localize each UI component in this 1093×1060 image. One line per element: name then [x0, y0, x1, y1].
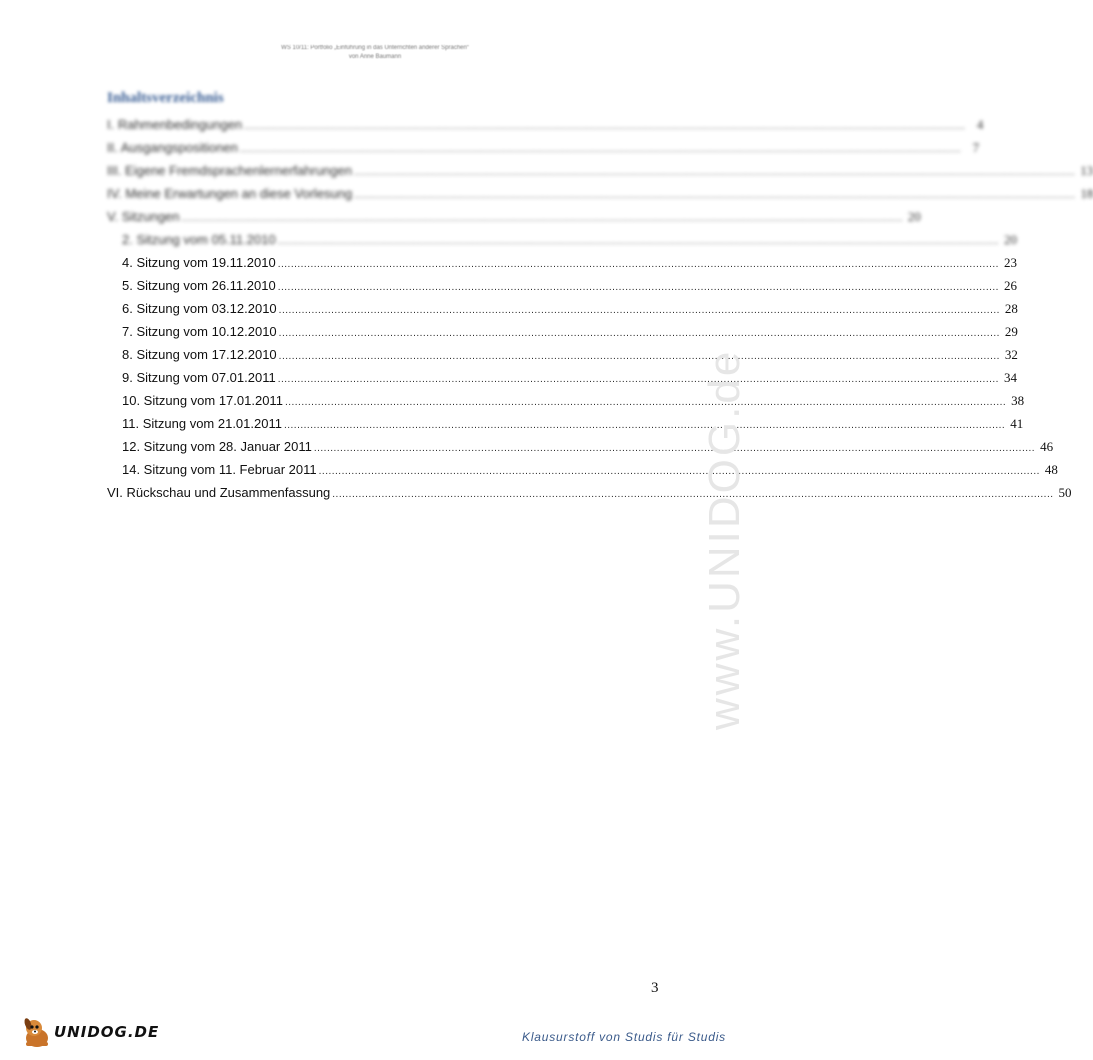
toc-leader-dots: ............................................................................................................................................................................................................................: [332, 489, 1054, 500]
toc-entry-label: IV. Meine Erwartungen an diese Vorlesung: [107, 186, 353, 201]
toc-leader-dots: ............................................................................................................................................................................................................................: [284, 397, 1007, 408]
toc-leader-dots: ............................................................................................................................................................................................................................: [313, 443, 1036, 454]
toc-entry-label: II. Ausgangspositionen: [107, 140, 238, 155]
toc-entry[interactable]: [122, 297, 1018, 320]
toc-entry-page: 20: [907, 209, 921, 224]
toc-entry[interactable]: [122, 343, 1018, 366]
toc-leader-dots: ............................................................................................................................................................................................................................: [277, 282, 999, 293]
toc-entry-label: V. Sitzungen: [107, 209, 180, 224]
toc-entry[interactable]: [122, 366, 1017, 389]
page-number: 3: [651, 980, 659, 996]
toc-entry-label: 2. Sitzung vom 05.11.2010: [122, 232, 276, 247]
toc-entry[interactable]: [107, 182, 1093, 205]
toc-entry-label: 11. Sitzung vom 21.01.2011: [122, 416, 282, 431]
toc-leader-dots: ............................................................................................................................................................................................................................: [278, 328, 1000, 339]
toc-title: Inhaltsverzeichnis: [107, 90, 224, 106]
toc-entry-page: 23: [1003, 255, 1017, 270]
toc-entry-page: 26: [1003, 278, 1017, 293]
toc-entry-page: 20: [1003, 232, 1017, 247]
toc-entry-label: VI. Rückschau und Zusammenfassung: [107, 485, 331, 500]
header-line-2: von Anne Baumann: [348, 54, 402, 60]
toc-entry[interactable]: [107, 113, 984, 136]
toc-entry[interactable]: [122, 435, 1054, 458]
toc-entry[interactable]: [122, 274, 1017, 297]
toc-leader-dots: ............................................................................................................................................................................................................................: [354, 190, 1076, 201]
toc-entry[interactable]: [122, 412, 1024, 435]
toc-leader-dots: ............................................................................................................................................................................................................................: [278, 305, 1000, 316]
toc-entry[interactable]: [122, 228, 1017, 251]
toc-entry-page: 18: [1080, 186, 1093, 201]
toc-leader-dots: ............................................................................................................................................................................................................................: [277, 259, 999, 270]
toc-entry-page: 28: [1004, 301, 1018, 316]
watermark: www.UNIDOG.de: [700, 348, 749, 730]
toc-entry[interactable]: [122, 389, 1025, 412]
toc-entry[interactable]: [122, 458, 1058, 481]
toc-entry-page: 34: [1003, 370, 1017, 385]
toc-leader-dots: ............................................................................................................................................................................................................................: [318, 466, 1040, 477]
toc-entry-page: 46: [1040, 439, 1054, 454]
toc-entry-label: 12. Sitzung vom 28. Januar 2011: [122, 439, 312, 454]
toc-leader-dots: ............................................................................................................................................................................................................................: [244, 121, 966, 132]
logo-text: UNIDOG.DE: [54, 1023, 160, 1041]
toc-entry-label: I. Rahmenbedingungen: [107, 117, 243, 132]
toc-entry-page: 50: [1058, 485, 1072, 500]
toc-leader-dots: ............................................................................................................................................................................................................................: [283, 420, 1006, 431]
page-header: [0, 44, 750, 62]
toc-leader-dots: ............................................................................................................................................................................................................................: [181, 213, 903, 224]
toc-entry-page: 29: [1004, 324, 1018, 339]
toc-entry[interactable]: [122, 251, 1017, 274]
header-line-1: WS 10/11: Portfolio „Einführung in das Unterrichten anderer Sprachen“: [281, 45, 469, 51]
toc-entry-label: 6. Sitzung vom 03.12.2010: [122, 301, 277, 316]
dog-logo-icon: [22, 1016, 52, 1048]
toc-leader-dots: ............................................................................................................................................................................................................................: [239, 144, 962, 155]
toc-entry[interactable]: [107, 205, 921, 228]
toc-entry[interactable]: [122, 320, 1018, 343]
toc-leader-dots: ............................................................................................................................................................................................................................: [277, 236, 999, 247]
toc-entry-label: III. Eigene Fremdsprachenlernerfahrungen: [107, 163, 352, 178]
toc-entry[interactable]: [107, 136, 980, 159]
toc-entry-label: 5. Sitzung vom 26.11.2010: [122, 278, 276, 293]
toc-entry-page: 7: [972, 140, 980, 155]
toc-entry-page: 41: [1010, 416, 1024, 431]
toc-leader-dots: ............................................................................................................................................................................................................................: [277, 374, 999, 385]
toc-entry-page: 32: [1004, 347, 1018, 362]
toc-entry-page: 48: [1044, 462, 1058, 477]
toc-entry-label: 7. Sitzung vom 10.12.2010: [122, 324, 277, 339]
toc-leader-dots: ............................................................................................................................................................................................................................: [278, 351, 1000, 362]
unidog-logo[interactable]: [22, 1016, 159, 1048]
toc-entry-label: 14. Sitzung vom 11. Februar 2011: [122, 462, 317, 477]
toc-entry[interactable]: [107, 159, 1093, 182]
toc-entry[interactable]: [107, 481, 1072, 504]
toc-entry-label: 10. Sitzung vom 17.01.2011: [122, 393, 283, 408]
toc-entry-page: 4: [976, 117, 984, 132]
toc-entry-page: 38: [1011, 393, 1025, 408]
toc-entry-page: 13: [1080, 163, 1093, 178]
toc-entry-label: 9. Sitzung vom 07.01.2011: [122, 370, 276, 385]
toc-entry-label: 4. Sitzung vom 19.11.2010: [122, 255, 276, 270]
footer-slogan: Klausurstoff von Studis für Studis: [522, 1030, 726, 1044]
toc-leader-dots: ............................................................................................................................................................................................................................: [353, 167, 1076, 178]
toc-entry-label: 8. Sitzung vom 17.12.2010: [122, 347, 277, 362]
